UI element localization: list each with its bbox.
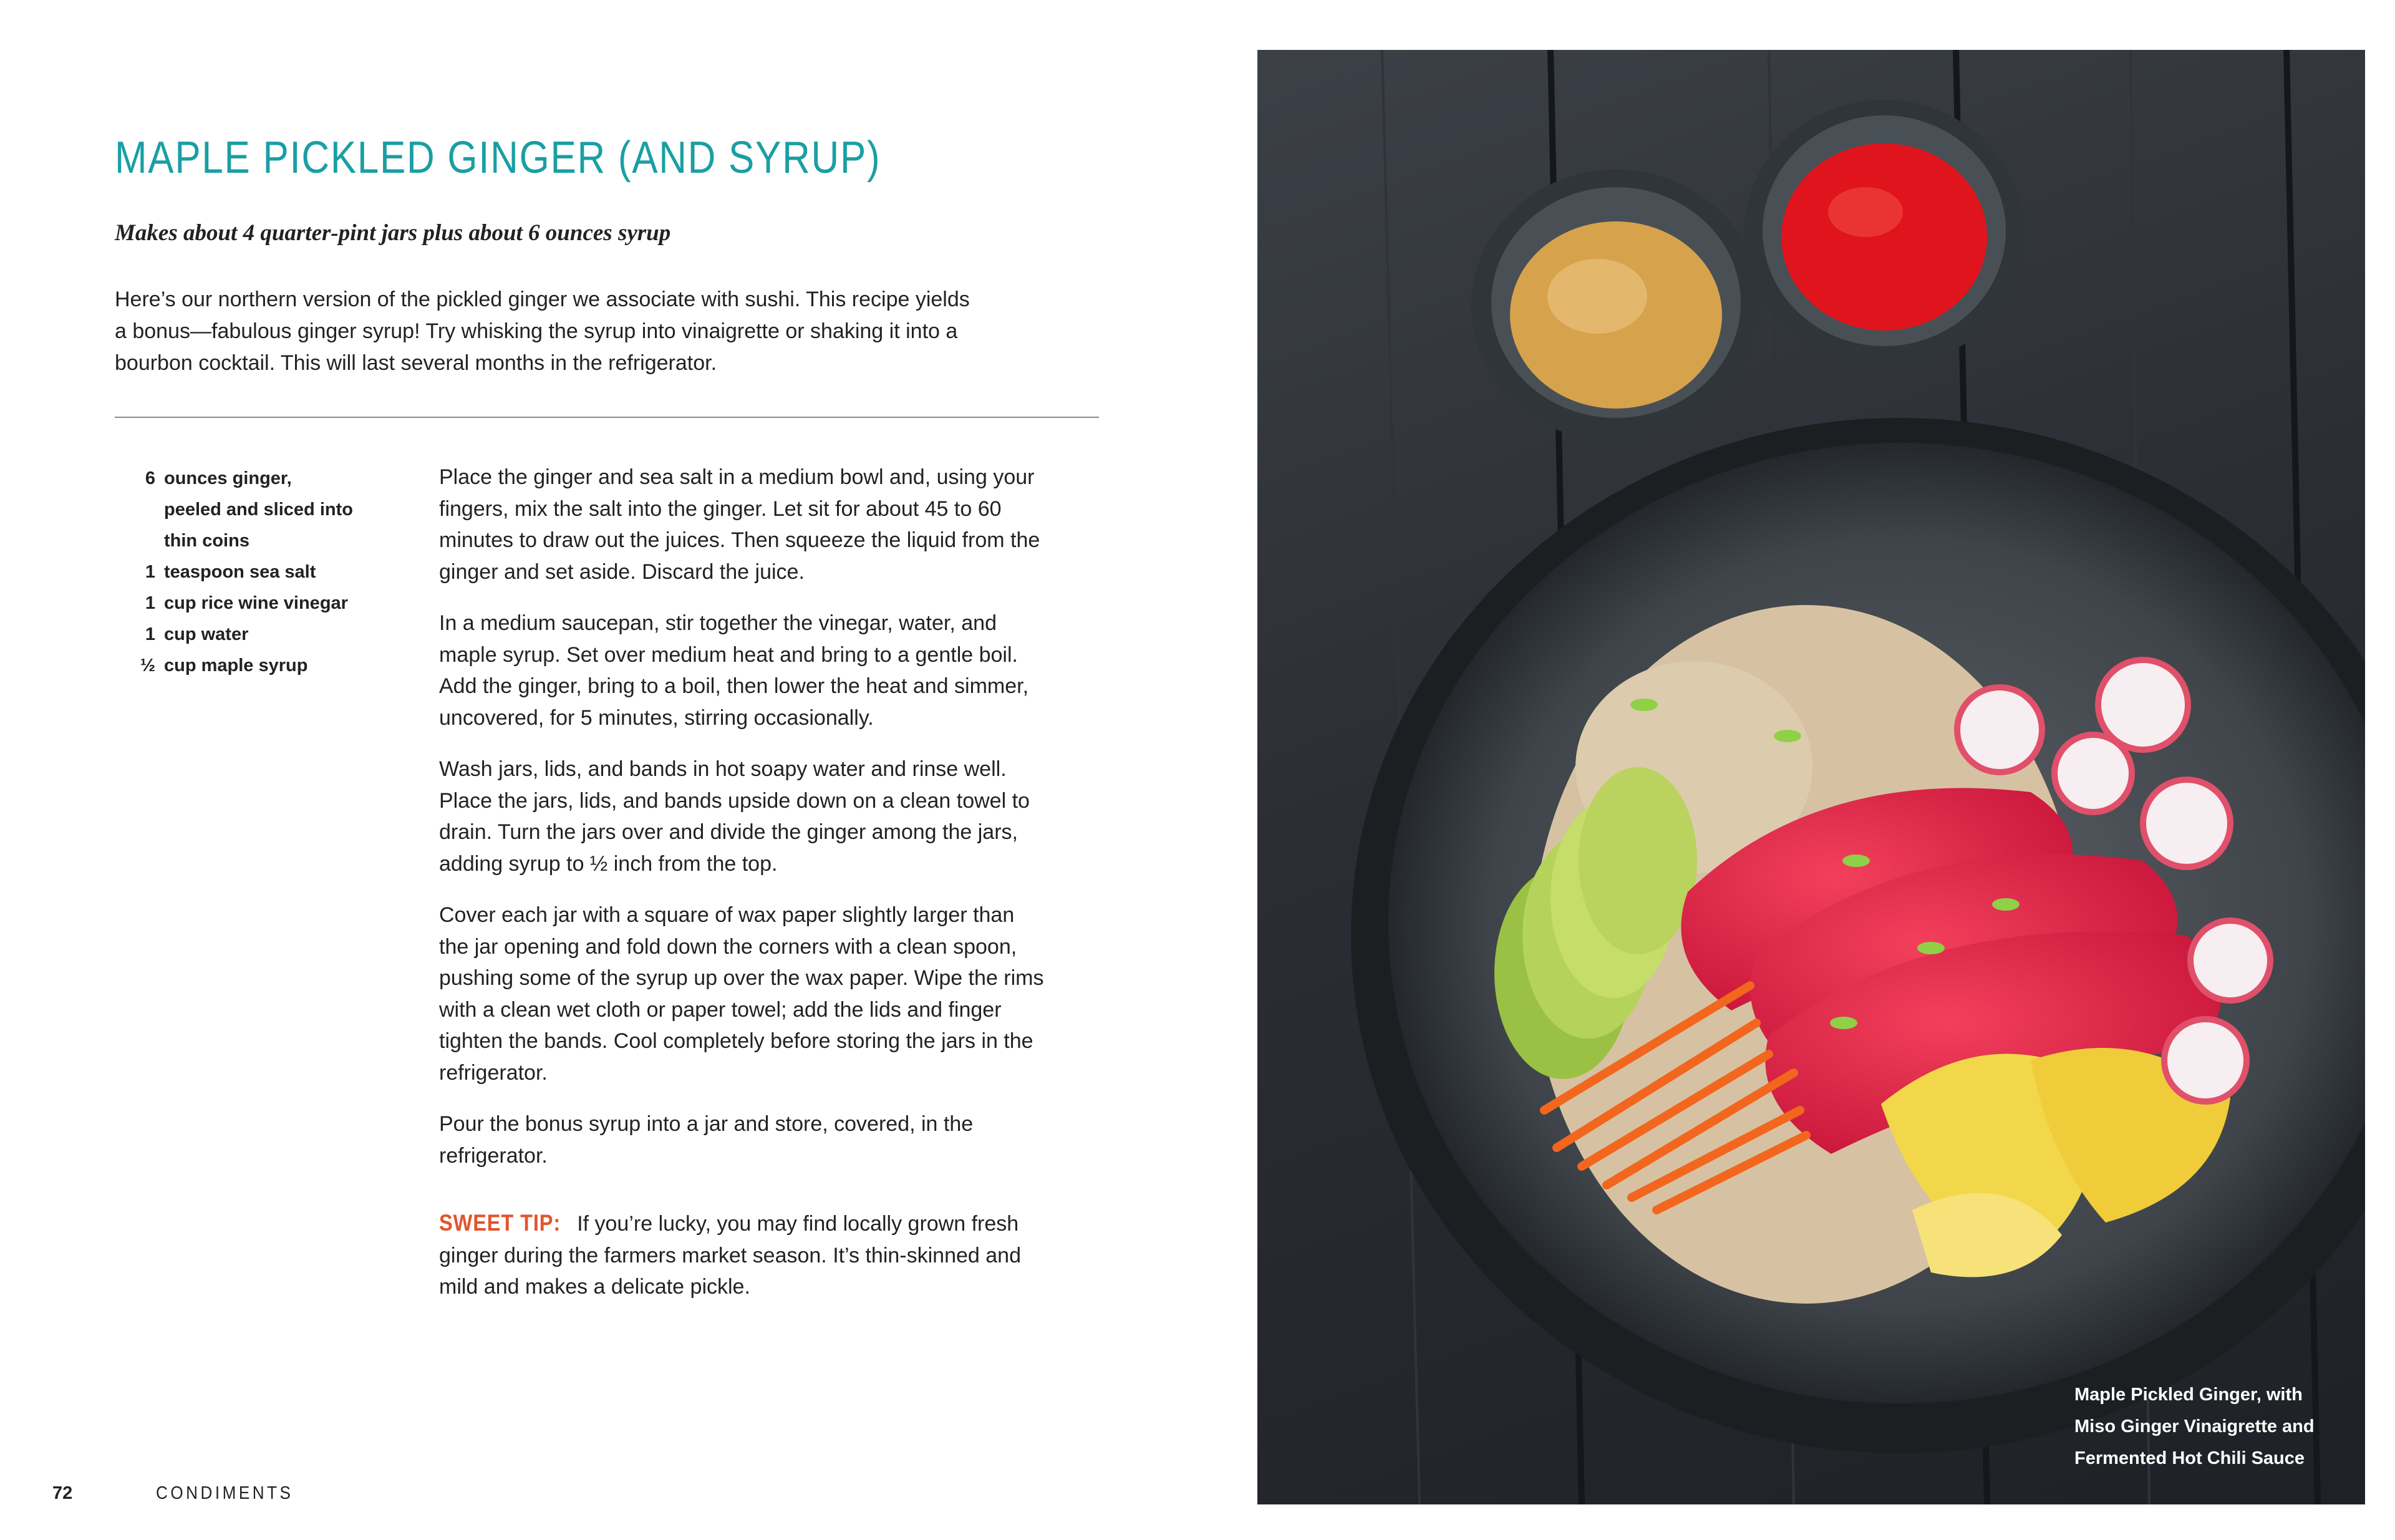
- step-line: Pour the bonus syrup into a jar and store, covered, in the: [439, 1112, 974, 1136]
- ingredient-quantity: 1: [145, 624, 155, 644]
- step-line: Cover each jar with a square of wax paper slightly larger than: [439, 903, 1015, 927]
- ingredient-line: cup rice wine vinegar: [164, 593, 348, 613]
- method-step: [439, 608, 1106, 734]
- intro-line: Here’s our northern version of the pickled ginger we associate with sushi. This recipe yields: [115, 288, 970, 311]
- tip-first-line: [439, 1208, 1106, 1240]
- step-line: pushing some of the syrup up over the wax paper. Wipe the rims: [439, 966, 1044, 990]
- ingredient-quantity: ½: [140, 656, 155, 676]
- step-line: Add the ginger, bring to a boil, then lower the heat and simmer,: [439, 674, 1029, 698]
- ingredient-line: ounces ginger,: [164, 468, 292, 488]
- ingredient-quantity: 6: [145, 468, 155, 488]
- page-number: 72: [52, 1483, 73, 1503]
- section-name: CONDIMENTS: [156, 1483, 294, 1503]
- recipe-title: MAPLE PICKLED GINGER (AND SYRUP): [115, 133, 881, 183]
- recipe-yield: Makes about 4 quarter-pint jars plus about 6 ounces syrup: [115, 220, 671, 246]
- ingredient-item: [122, 650, 446, 681]
- section-divider: [115, 417, 1099, 418]
- step-line: uncovered, for 5 minutes, stirring occasionally.: [439, 705, 874, 730]
- step-line: maple syrup. Set over medium heat and bring to a gentle boil.: [439, 642, 1018, 667]
- caption-line: Miso Ginger Vinaigrette and: [2074, 1417, 2315, 1436]
- ingredient-text: [164, 619, 446, 650]
- step-line: refrigerator.: [439, 1060, 548, 1085]
- method-step: [439, 1108, 1106, 1171]
- ingredient-line: teaspoon sea salt: [164, 562, 316, 582]
- step-line: drain. Turn the jars over and divide the ginger among the jars,: [439, 820, 1018, 844]
- intro-line: a bonus—fabulous ginger syrup! Try whisking the syrup into vinaigrette or shaking it into a: [115, 319, 958, 343]
- food-illustration: [1257, 50, 2365, 1504]
- ingredient-line: cup maple syrup: [164, 656, 308, 676]
- method-step: [439, 899, 1106, 1088]
- ingredient-text: [164, 463, 446, 556]
- recipe-intro: [115, 284, 1088, 379]
- step-line: tighten the bands. Cool completely before storing the jars in the: [439, 1029, 1033, 1053]
- recipe-photo: [1257, 50, 2365, 1504]
- ingredient-line: peeled and sliced into: [164, 500, 353, 520]
- step-line: Wash jars, lids, and bands in hot soapy water and rinse well.: [439, 757, 1007, 781]
- ingredient-item: [122, 463, 446, 556]
- intro-line: bourbon cocktail. This will last several months in the refrigerator.: [115, 351, 717, 375]
- hot-chili-sauce-dish: [1744, 100, 2025, 368]
- tip-label: SWEET TIP:: [439, 1210, 561, 1236]
- ingredient-list: [122, 463, 446, 681]
- step-line: Place the jars, lids, and bands upside down on a clean towel to: [439, 788, 1030, 813]
- ingredient-line: thin coins: [164, 531, 249, 551]
- sweet-tip: [439, 1208, 1106, 1303]
- ingredient-quantity: 1: [145, 593, 155, 613]
- step-line: Place the ginger and sea salt in a medium bowl and, using your: [439, 465, 1035, 489]
- ingredient-line: cup water: [164, 624, 249, 644]
- step-line: ginger and set aside. Discard the juice.: [439, 559, 805, 584]
- method-steps: [439, 462, 1106, 1323]
- step-line: refrigerator.: [439, 1143, 548, 1168]
- ingredient-text: [164, 588, 446, 619]
- caption-line: Fermented Hot Chili Sauce: [2074, 1448, 2305, 1468]
- method-step: [439, 462, 1106, 588]
- ingredient-item: [122, 588, 446, 619]
- ingredient-text: [164, 556, 446, 588]
- tip-text: If you’re lucky, you may find locally grown fresh: [577, 1212, 1019, 1236]
- step-line: the jar opening and fold down the corners with a clean spoon,: [439, 934, 1017, 959]
- step-line: fingers, mix the salt into the ginger. Let sit for about 45 to 60: [439, 496, 1002, 521]
- ingredient-item: [122, 619, 446, 650]
- step-line: with a clean wet cloth or paper towel; add the lids and finger: [439, 997, 1002, 1022]
- step-line: adding syrup to ½ inch from the top.: [439, 851, 778, 876]
- tip-line: ginger during the farmers market season. It’s thin-skinned and: [439, 1243, 1021, 1267]
- ingredient-text: [164, 650, 446, 681]
- ingredient-item: [122, 556, 446, 588]
- miso-vinaigrette-dish: [1471, 170, 1761, 442]
- ingredient-quantity: 1: [145, 562, 155, 582]
- photo-caption: [2074, 1379, 2349, 1475]
- method-step: [439, 753, 1106, 879]
- step-line: minutes to draw out the juices. Then squeeze the liquid from the: [439, 528, 1040, 552]
- step-line: In a medium saucepan, stir together the vinegar, water, and: [439, 611, 997, 635]
- tip-line: mild and makes a delicate pickle.: [439, 1275, 750, 1299]
- caption-line: Maple Pickled Ginger, with: [2074, 1385, 2303, 1405]
